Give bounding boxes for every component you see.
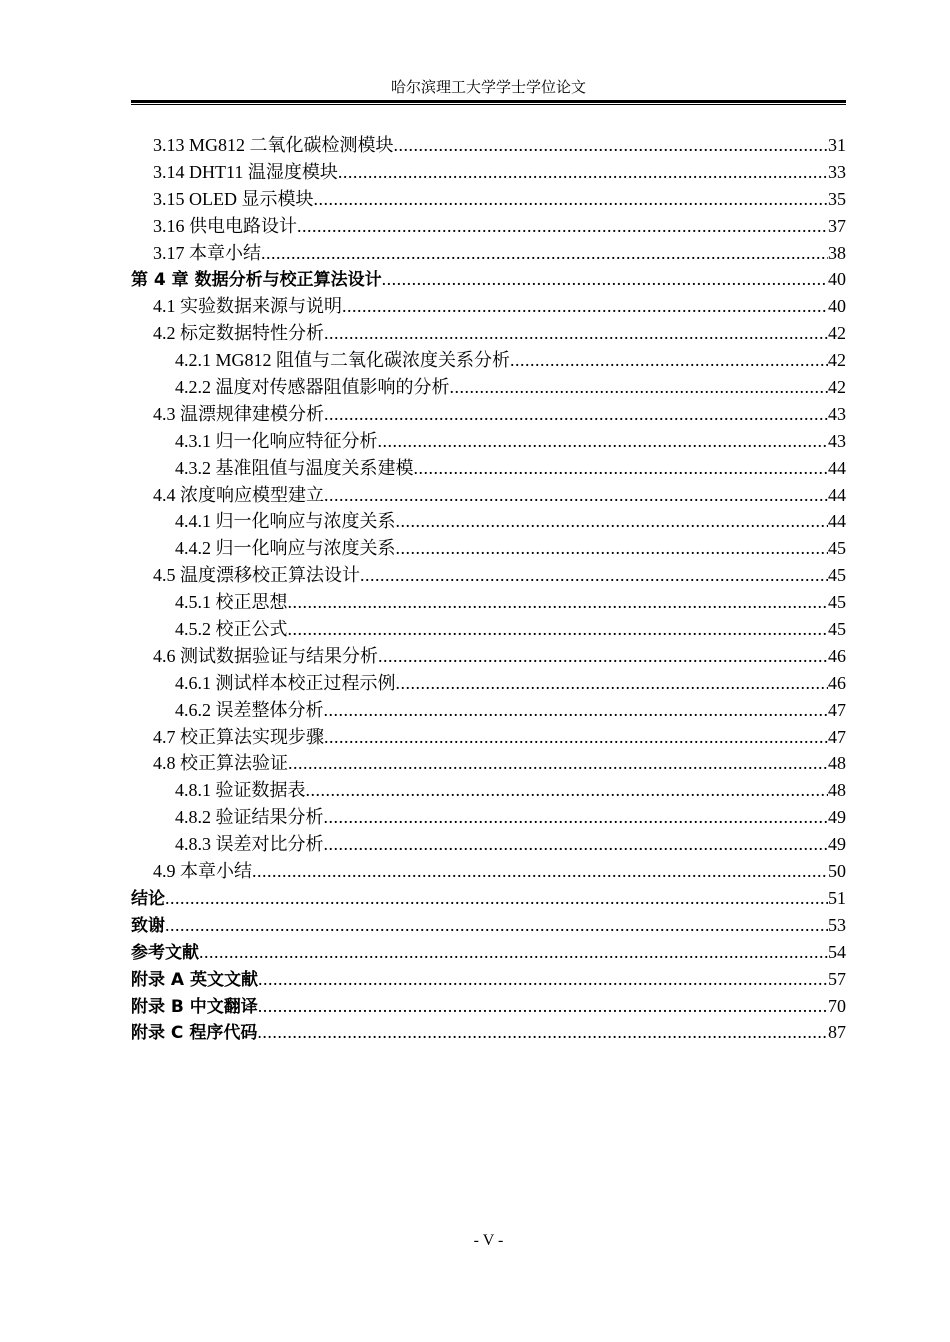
toc-leader-dots (199, 939, 828, 966)
toc-entry-label: 4.3.1 归一化响应特征分析 (175, 430, 378, 451)
toc-leader-dots (414, 455, 829, 482)
header-rule-thick (131, 100, 846, 103)
toc-entry-page-number: 33 (828, 161, 846, 182)
toc-entry-label: 4.8.2 验证结果分析 (175, 807, 324, 828)
table-of-contents (131, 132, 846, 1046)
toc-entry-label: 4.4.1 归一化响应与浓度关系 (175, 511, 396, 532)
toc-entry-label: 4.2 标定数据特性分析 (153, 323, 324, 344)
toc-leader-dots (360, 562, 828, 589)
toc-entry-page-number: 45 (828, 565, 846, 586)
toc-entry[interactable] (131, 482, 846, 509)
toc-entry-page-number: 53 (828, 914, 846, 935)
toc-entry[interactable] (131, 266, 846, 293)
toc-leader-dots (378, 643, 828, 670)
toc-entry-page-number: 42 (828, 350, 846, 371)
toc-entry-page-number: 31 (828, 135, 846, 155)
toc-entry-label: 4.5 温度漂移校正算法设计 (153, 565, 360, 586)
toc-leader-dots (165, 885, 828, 912)
toc-leader-dots (450, 374, 829, 401)
toc-entry-label: 附录 B 中文翻译 (131, 996, 258, 1017)
toc-entry-page-number: 43 (828, 430, 846, 451)
toc-entry[interactable] (131, 508, 846, 535)
toc-entry-label: 4.8 校正算法验证 (153, 753, 288, 774)
toc-leader-dots (297, 213, 828, 240)
toc-entry-label: 4.6.2 误差整体分析 (175, 699, 324, 720)
toc-leader-dots (258, 966, 828, 993)
toc-entry-page-number: 47 (828, 699, 846, 720)
page-number: - V - (473, 1232, 504, 1249)
toc-entry-label: 附录 A 英文文献 (131, 969, 258, 990)
toc-leader-dots (342, 293, 828, 320)
toc-entry-label: 3.13 MG812 二氧化碳检测模块 (153, 135, 394, 155)
toc-leader-dots (288, 750, 828, 777)
toc-entry[interactable] (131, 724, 846, 751)
toc-entry[interactable] (131, 428, 846, 455)
toc-entry-page-number: 45 (828, 538, 846, 559)
toc-leader-dots (324, 401, 828, 428)
toc-entry[interactable] (131, 966, 846, 993)
toc-entry-label: 4.4.2 归一化响应与浓度关系 (175, 538, 396, 559)
toc-entry-page-number: 44 (828, 511, 846, 532)
toc-leader-dots (258, 993, 828, 1020)
toc-entry[interactable] (131, 132, 846, 159)
toc-entry-page-number: 87 (828, 1022, 846, 1043)
toc-entry-page-number: 49 (828, 834, 846, 855)
toc-entry[interactable] (131, 993, 846, 1020)
header-rule-thin (131, 104, 846, 105)
toc-leader-dots (165, 912, 828, 939)
toc-leader-dots (257, 1019, 828, 1046)
toc-entry-label: 4.6 测试数据验证与结果分析 (153, 645, 378, 666)
toc-entry-page-number: 50 (828, 861, 846, 882)
toc-leader-dots (261, 240, 828, 267)
toc-entry-page-number: 35 (828, 188, 846, 209)
toc-entry-label: 3.17 本章小结 (153, 242, 261, 263)
toc-entry[interactable] (131, 186, 846, 213)
toc-entry-label: 3.15 OLED 显示模块 (153, 188, 314, 209)
toc-entry-page-number: 40 (828, 269, 846, 290)
toc-leader-dots (324, 482, 828, 509)
toc-leader-dots (306, 777, 829, 804)
toc-entry-label: 4.8.1 验证数据表 (175, 780, 306, 801)
toc-entry[interactable] (131, 750, 846, 777)
toc-entry-label: 4.6.1 测试样本校正过程示例 (175, 672, 396, 693)
toc-entry-page-number: 46 (828, 672, 846, 693)
toc-entry-page-number: 49 (828, 807, 846, 828)
toc-entry-label: 4.5.1 校正思想 (175, 592, 288, 613)
toc-entry-label: 结论 (131, 888, 165, 909)
toc-entry-page-number: 45 (828, 619, 846, 640)
toc-entry-page-number: 37 (828, 215, 846, 236)
toc-leader-dots (324, 804, 829, 831)
toc-entry-label: 4.4 浓度响应模型建立 (153, 484, 324, 505)
toc-entry-page-number: 40 (828, 296, 846, 317)
toc-entry-label: 4.3.2 基准阻值与温度关系建模 (175, 457, 414, 478)
toc-entry[interactable] (131, 885, 846, 912)
toc-entry[interactable] (131, 562, 846, 589)
toc-entry-label: 4.5.2 校正公式 (175, 619, 288, 640)
toc-entry-label: 第 4 章 数据分析与校正算法设计 (131, 270, 382, 291)
toc-entry[interactable] (131, 213, 846, 240)
toc-entry-label: 3.14 DHT11 温湿度模块 (153, 161, 338, 182)
toc-entry[interactable] (131, 589, 846, 616)
toc-leader-dots (378, 428, 829, 455)
toc-leader-dots (394, 132, 828, 159)
toc-entry[interactable] (131, 401, 846, 428)
toc-leader-dots (396, 508, 829, 535)
toc-entry-page-number: 44 (828, 457, 846, 478)
page-header: 哈尔滨理工大学学士学位论文 (390, 80, 586, 96)
toc-entry-page-number: 38 (828, 242, 846, 263)
toc-entry[interactable] (131, 455, 846, 482)
toc-entry[interactable] (131, 831, 846, 858)
toc-entry[interactable] (131, 804, 846, 831)
toc-entry[interactable] (131, 159, 846, 186)
toc-entry[interactable] (131, 777, 846, 804)
toc-entry[interactable] (131, 240, 846, 267)
toc-leader-dots (396, 670, 829, 697)
toc-entry-page-number: 51 (828, 887, 846, 908)
toc-leader-dots (252, 858, 828, 885)
toc-entry[interactable] (131, 643, 846, 670)
toc-leader-dots (382, 266, 828, 293)
toc-entry-label: 致谢 (131, 915, 165, 936)
toc-entry-label: 参考文献 (131, 942, 199, 963)
toc-entry[interactable] (131, 320, 846, 347)
toc-entry-label: 4.1 实验数据来源与说明 (153, 296, 342, 317)
toc-entry-label: 4.2.1 MG812 阻值与二氧化碳浓度关系分析 (175, 350, 511, 371)
toc-entry-label: 4.8.3 误差对比分析 (175, 834, 324, 855)
toc-entry-page-number: 45 (828, 592, 846, 613)
toc-leader-dots (324, 697, 829, 724)
toc-entry-page-number: 54 (828, 941, 846, 962)
toc-entry[interactable] (131, 912, 846, 939)
toc-entry-label: 附录 C 程序代码 (131, 1023, 258, 1044)
toc-leader-dots (324, 320, 828, 347)
toc-entry-page-number: 44 (828, 484, 846, 505)
toc-entry[interactable] (131, 535, 846, 562)
toc-entry-page-number: 48 (828, 753, 846, 774)
toc-leader-dots (510, 347, 828, 374)
toc-entry-label: 4.3 温漂规律建模分析 (153, 403, 324, 424)
toc-entry-label: 3.16 供电电路设计 (153, 215, 297, 236)
toc-entry[interactable] (131, 697, 846, 724)
toc-leader-dots (324, 831, 829, 858)
toc-leader-dots (338, 159, 828, 186)
toc-leader-dots (288, 589, 829, 616)
toc-entry[interactable] (131, 1019, 846, 1046)
toc-entry-label: 4.2.2 温度对传感器阻值影响的分析 (175, 377, 450, 398)
toc-entry[interactable] (131, 616, 846, 643)
toc-entry-label: 4.7 校正算法实现步骤 (153, 726, 324, 747)
toc-leader-dots (324, 724, 828, 751)
toc-entry[interactable] (131, 670, 846, 697)
toc-entry[interactable] (131, 374, 846, 401)
toc-entry-page-number: 46 (828, 645, 846, 666)
toc-entry[interactable] (131, 293, 846, 320)
toc-entry-page-number: 43 (828, 403, 846, 424)
toc-leader-dots (288, 616, 829, 643)
toc-entry-page-number: 57 (828, 968, 846, 989)
toc-entry-page-number: 42 (828, 323, 846, 344)
toc-entry-page-number: 42 (828, 377, 846, 398)
toc-leader-dots (396, 535, 829, 562)
toc-entry-page-number: 48 (828, 780, 846, 801)
toc-entry-label: 4.9 本章小结 (153, 861, 252, 882)
toc-entry-page-number: 47 (828, 726, 846, 747)
toc-leader-dots (314, 186, 829, 213)
toc-entry[interactable] (131, 858, 846, 885)
toc-entry[interactable] (131, 347, 846, 374)
toc-entry[interactable] (131, 939, 846, 966)
toc-entry-page-number: 70 (828, 995, 846, 1016)
